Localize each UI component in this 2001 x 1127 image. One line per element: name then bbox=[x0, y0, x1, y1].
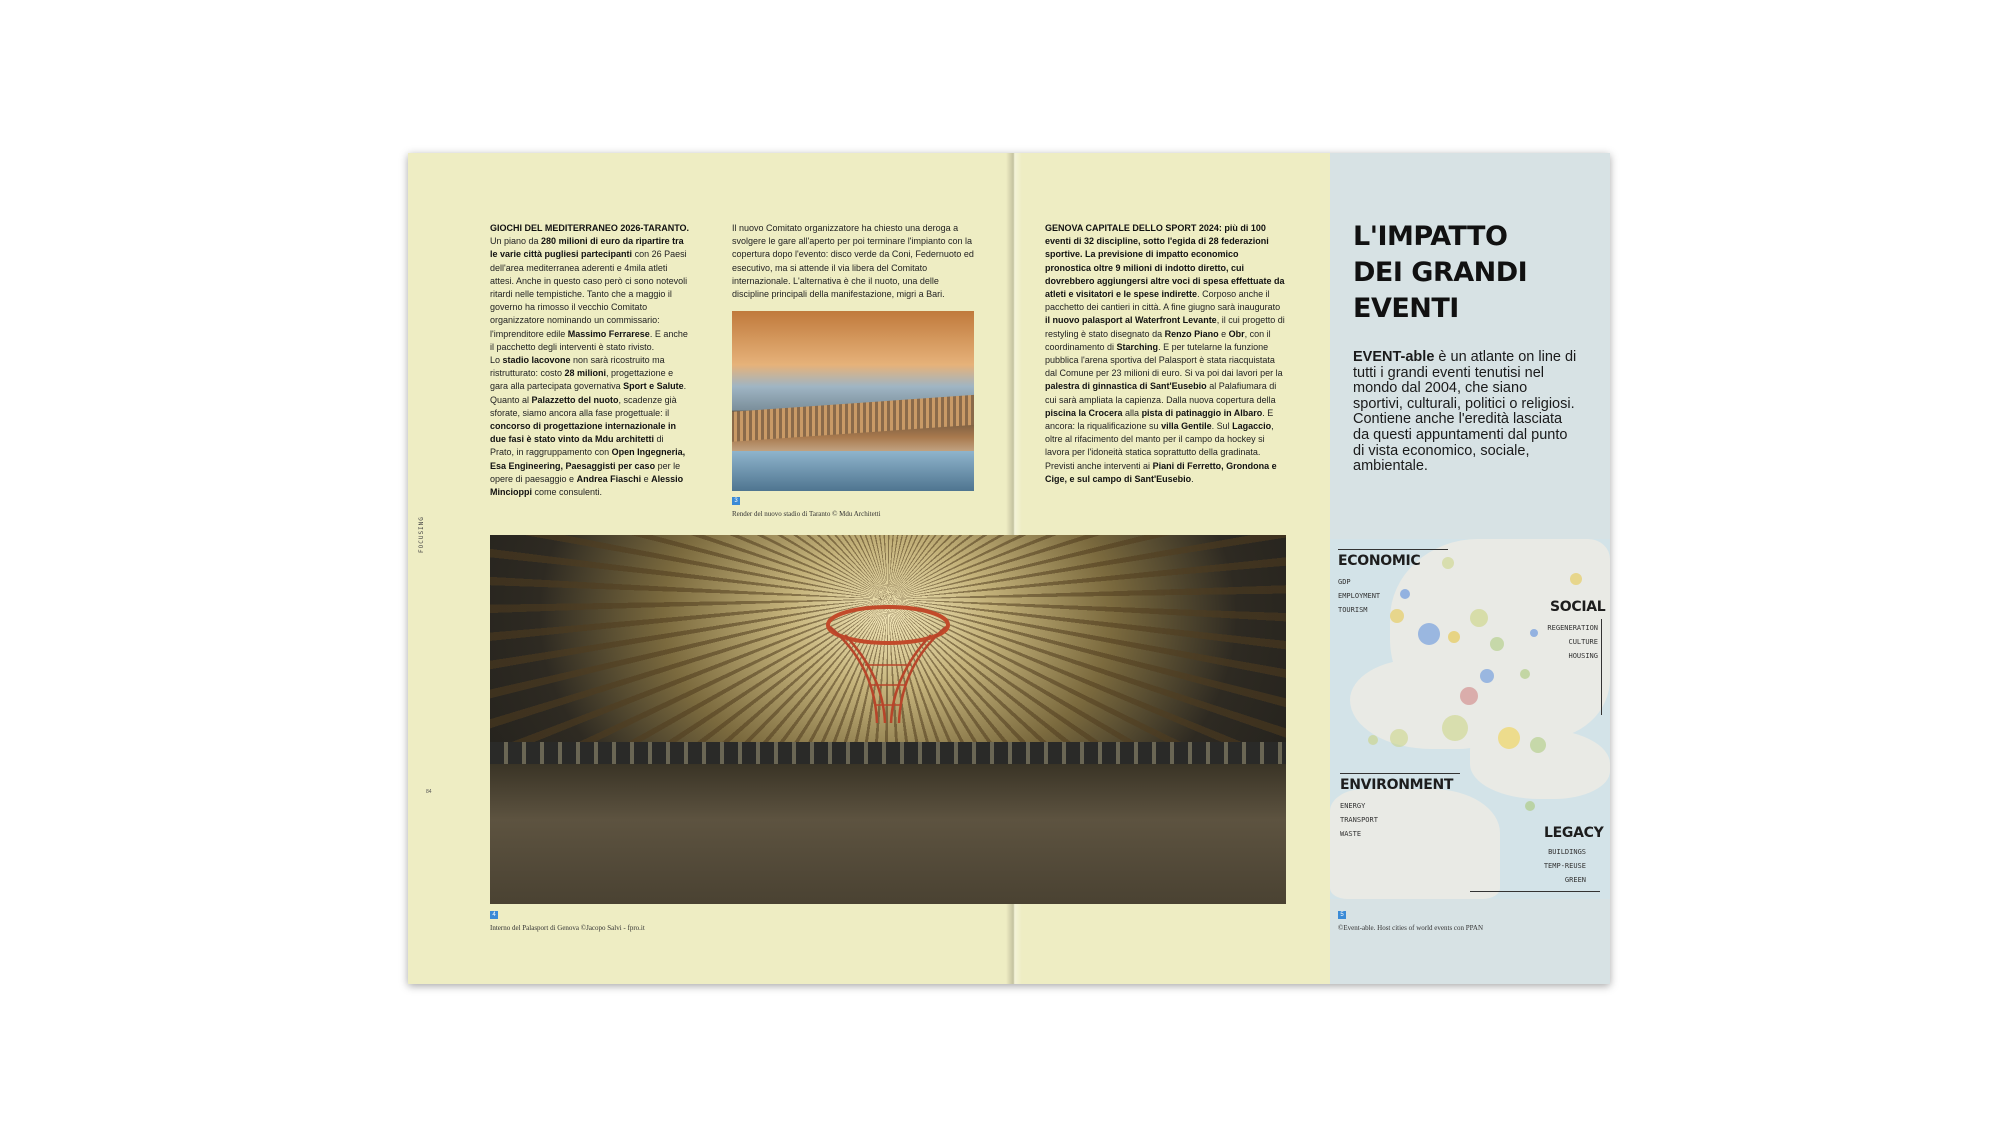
stadium-render-photo bbox=[732, 311, 974, 491]
text-run: al Palafiumara di cui sarà ampliata la capienza. Dalla nuova copertura della bbox=[1045, 381, 1277, 405]
figure-number: 3 bbox=[732, 497, 740, 505]
text-run: per le opere di paesaggio e bbox=[490, 460, 681, 484]
bold-text-run: Lagaccio bbox=[1232, 421, 1272, 432]
paragraph bbox=[1045, 460, 1285, 486]
bold-text-run: pista di patinaggio in Albaro bbox=[1141, 407, 1263, 418]
map-label-social: SOCIAL bbox=[1550, 599, 1606, 615]
article-column-1 bbox=[490, 222, 690, 499]
text-run: , oltre al rifacimento del manto per il campo da hockey si lavora per l'idoneità statica soprattutto della gradinata. bbox=[1045, 421, 1274, 458]
map-sublabels-economic: GDP EMPLOYMENT TOURISM bbox=[1338, 578, 1381, 614]
section-label: FOCUSING bbox=[418, 516, 425, 553]
text-run: Previsti anche interventi ai bbox=[1045, 460, 1153, 471]
bold-text-run: Piani di Ferretto, Grondona e Cige, e sul campo di Sant'Eusebio bbox=[1045, 460, 1277, 484]
text-run: Lo bbox=[490, 355, 503, 366]
bold-text-run: GIOCHI DEL MEDITERRANEO 2026-TARANTO. bbox=[490, 223, 690, 233]
text-run: non sarà ricostruito ma ristrutturato: costo bbox=[490, 355, 665, 379]
text-run: , progettazione e gara alla partecipata governativa bbox=[490, 368, 674, 392]
paragraph bbox=[1045, 222, 1285, 460]
text-run: , scadenze già sforate, siamo ancora alla fase progettuale: il bbox=[490, 394, 677, 418]
text-run: e bbox=[641, 473, 652, 484]
text-run: di Prato, in raggruppamento con bbox=[490, 434, 664, 458]
bold-text-run: Palazzetto del nuoto bbox=[531, 394, 619, 405]
bold-text-run: concorso di progettazione internazionale in due fasi è stato vinto da Mdu architetti bbox=[490, 421, 677, 445]
text-run: alla bbox=[1122, 407, 1142, 418]
paragraph bbox=[490, 354, 690, 499]
title-line: L'IMPATTO bbox=[1353, 221, 1508, 252]
bold-text-run: 280 milioni di euro da ripartire tra le varie città pugliesi partecipanti bbox=[490, 236, 684, 260]
bold-text-run: GENOVA CAPITALE DELLO SPORT 2024: più di 100 eventi di 32 discipline, sotto l'egida di 28 federazioni sportive. La previsione di impatto economico pronostica oltre 9 milioni di indotto diretto, cui dovrebbero aggiungersi altre voci di spesa effettuate da atleti e visitatori e le spese indirette bbox=[1045, 223, 1285, 300]
map-label-legacy: LEGACY bbox=[1544, 825, 1604, 841]
text-run: . E per tutelarne la funzione pubblica l'arena sportiva del Palasport è stata riacquistata dal Comune per 23 milioni di euro. Si va poi dai lavori per la bbox=[1045, 341, 1283, 379]
text-run: . E ancora: la riqualificazione su bbox=[1045, 407, 1274, 432]
text-run: . Sul bbox=[1211, 421, 1233, 432]
text-run: e bbox=[1218, 328, 1229, 339]
figure-caption: ©Event-able. Host cities of world events con PPAN bbox=[1338, 924, 1484, 932]
bold-text-run: Starching bbox=[1116, 341, 1159, 352]
figure-number: 5 bbox=[1338, 911, 1346, 919]
paragraph: Il nuovo Comitato organizzatore ha chiesto una deroga a svolgere le gare all'aperto per poi terminare l'impianto con la copertura dopo l'evento: disco verde da Coni, Federnuoto ed esecutivo, ma si attende il via libera del Comitato internazionale. L'alternativa è che il nuoto, una delle discipline principali della manifestazione, migri a Bari. bbox=[732, 223, 974, 300]
text-run: . bbox=[1191, 473, 1194, 484]
map-label-environment: ENVIRONMENT bbox=[1340, 777, 1454, 793]
article-column-3 bbox=[1045, 222, 1285, 486]
event-map bbox=[1330, 539, 1610, 899]
suspended-structure bbox=[825, 605, 951, 725]
text-run: . E anche il pacchetto degli interventi è stato rivisto. bbox=[490, 328, 688, 352]
magazine-spread bbox=[408, 153, 1610, 984]
article-column-2 bbox=[732, 222, 976, 301]
bold-text-run: villa Gentile bbox=[1161, 421, 1212, 432]
text-run: , il cui progetto di restyling è stato disegnato da bbox=[1045, 315, 1285, 339]
map-sublabels-environment: ENERGY TRANSPORT WASTE bbox=[1340, 802, 1378, 838]
bold-text-run: Open Ingegneria, Esa Engineering, Paesaggisti per caso bbox=[490, 447, 686, 471]
palasport-interior-photo bbox=[490, 535, 1286, 904]
title-line: DEI GRANDI bbox=[1353, 257, 1528, 288]
brand-name: EVENT-able bbox=[1353, 349, 1435, 365]
sidebar-intro bbox=[1353, 350, 1581, 475]
text-run: con 26 Paesi dell'area mediterranea aderenti e 4mila atleti attesi. Anche in questo caso però ci sono notevoli ritardi nelle tempistiche. Tanto che a maggio il governo ha rimosso il vecchio Comitato organizzatore nominando un commissario: l'imprenditore edile bbox=[490, 249, 688, 339]
text-run: , con il coordinamento di bbox=[1045, 328, 1271, 352]
bold-text-run: Obr bbox=[1228, 328, 1245, 339]
text-run: . Corposo anche il pacchetto dei cantieri in città. A fine giugno sarà inaugurato bbox=[1045, 289, 1281, 313]
map-label-economic: ECONOMIC bbox=[1338, 553, 1421, 569]
title-line: EVENTI bbox=[1353, 293, 1459, 324]
bold-text-run: stadio Iacovone bbox=[502, 355, 571, 366]
bold-text-run: Renzo Piano bbox=[1164, 328, 1219, 339]
figure-caption: Interno del Palasport di Genova ©Jacopo Salvi - fpro.it bbox=[490, 924, 645, 932]
map-sublabels-legacy: BUILDINGS TEMP-REUSE GREEN bbox=[1543, 848, 1586, 884]
page-number: 84 bbox=[426, 789, 432, 795]
text-run: come consulenti. bbox=[532, 487, 603, 498]
bold-text-run: il nuovo palasport al Waterfront Levante bbox=[1045, 315, 1217, 326]
figure-number: 4 bbox=[490, 911, 498, 919]
figure-caption: Render del nuovo stadio di Taranto © Mdu Architetti bbox=[732, 510, 881, 518]
bold-text-run: Massimo Ferrarese bbox=[567, 328, 650, 339]
bold-text-run: Andrea Fiaschi bbox=[576, 473, 642, 484]
bold-text-run: palestra di ginnastica di Sant'Eusebio bbox=[1045, 381, 1207, 392]
text-run: Un piano da bbox=[490, 236, 542, 247]
bold-text-run: piscina la Crocera bbox=[1045, 407, 1123, 418]
paragraph bbox=[490, 222, 690, 354]
bold-text-run: 28 milioni bbox=[564, 368, 607, 379]
bold-text-run: Alessio Mincioppi bbox=[490, 473, 684, 498]
map-sublabels-social: REGENERATION CULTURE HOUSING bbox=[1547, 624, 1598, 660]
text-run: . Quanto al bbox=[490, 381, 687, 405]
intro-text: è un atlante on line di tutti i grandi eventi tenutisi nel mondo dal 2004, che siano sportivi, culturali, politici o religiosi. Contiene anche l'eredità lasciata da questi appuntamenti dal punto di vista economico, sociale, ambientale. bbox=[1353, 349, 1577, 475]
sidebar-title bbox=[1353, 219, 1527, 327]
bold-text-run: Sport e Salute bbox=[623, 381, 684, 392]
